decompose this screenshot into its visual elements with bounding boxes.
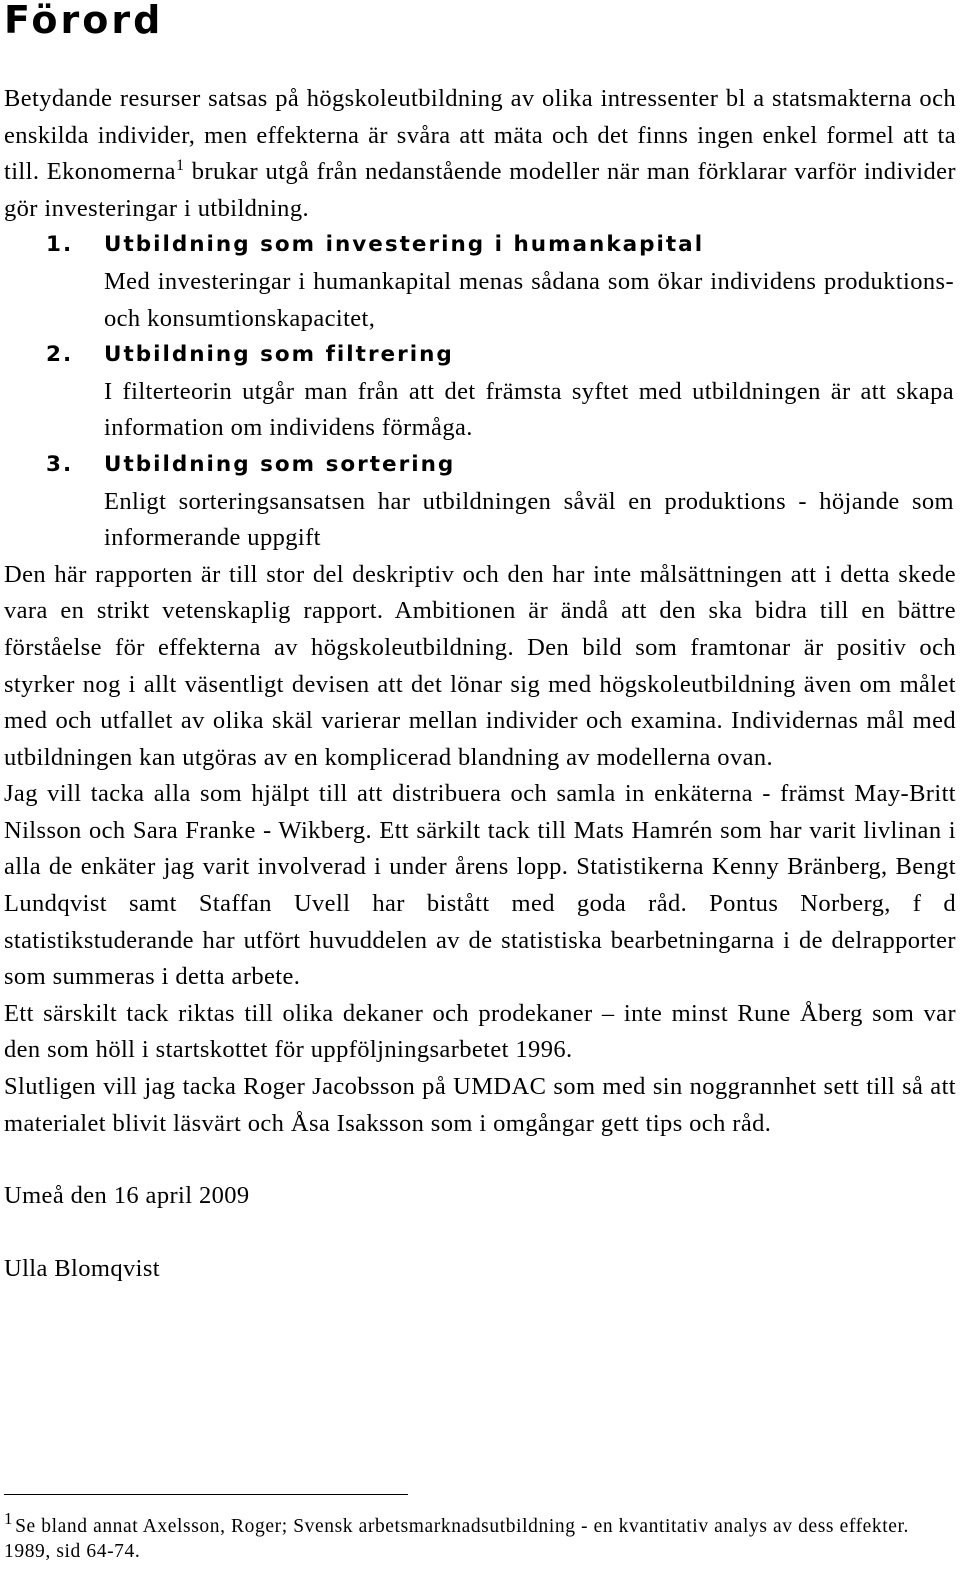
model-description: Med investeringar i humankapital menas sådana som ökar individens produktions- och konsumtionskapacitet, xyxy=(104,267,954,332)
model-number: 2. xyxy=(46,342,74,368)
model-heading: Utbildning som filtrering xyxy=(104,342,454,368)
intro-paragraph xyxy=(4,81,956,227)
acknowledgements-paragraph: Jag vill tacka alla som hjälpt till att distribuera och samla in enkäterna - främst May-Britt Nilsson och Sara Franke - Wikberg. Ett särkilt tack till Mats Hamrén som har varit livlinan i alla de enkäter jag varit involverad i under årens lopp. Statistikerna Kenny Bränberg, Bengt Lundqvist samt Staffan Uvell har bistått med goda råd. Pontus Norberg, f d statistikstuderande har utfört huvuddelen av de statistiska bearbetningarna i de delrapporter som summeras i detta arbete. xyxy=(4,780,956,991)
place-and-date: Umeå den 16 april 2009 xyxy=(4,1182,250,1210)
model-item xyxy=(4,337,956,447)
model-heading: Utbildning som investering i humankapital xyxy=(104,232,705,258)
document-page xyxy=(4,0,956,1562)
intro-text: Betydande resurser satsas på högskoleutbildning av olika intressenter bl a statsmakterna och enskilda individer, men effekterna är svåra att mäta och det finns ingen enkel formel att ta till. Ekonomerna xyxy=(4,85,956,186)
footnote-marker: 1 xyxy=(4,1509,14,1528)
body-paragraph: Den här rapporten är till stor del deskriptiv och den har inte målsättningen att i detta skede vara en strikt vetenskaplig rapport. Ambitionen är ändå att den ska bidra till en bättre förståelse för effekterna av högskoleutbildning. Den bild som framtonar är positiv och styrker nog i allt väsentligt devisen att det lönar sig med högskoleutbildning även om målet med och utfallet av olika skäl varierar mellan individer och examina. Individernas mål med utbildningen kan utgöras av en komplicerad blandning av modellerna ovan. xyxy=(4,560,956,771)
model-item xyxy=(4,447,956,557)
model-description: I filterteorin utgår man från att det främsta syftet med utbildningen är att skapa information om individens förmåga. xyxy=(104,377,954,442)
footnote xyxy=(4,1509,956,1564)
intro-text-continued: brukar utgå från nedanstående modeller när man förklarar varför individer gör investeringar i utbildning. xyxy=(4,158,956,222)
model-heading: Utbildning som sortering xyxy=(104,451,456,477)
page-title: Förord xyxy=(4,0,164,42)
acknowledgements-paragraph: Slutligen vill jag tacka Roger Jacobsson på UMDAC som med sin noggrannhet sett till så att materialet blivit läsvärt och Åsa Isaksson som i omgångar gett tips och råd. xyxy=(4,1073,956,1137)
model-number: 3. xyxy=(46,451,74,477)
author-signature: Ulla Blomqvist xyxy=(4,1254,161,1282)
footnote-divider xyxy=(4,1494,408,1495)
model-list xyxy=(4,227,956,556)
model-description: Enligt sorteringsansatsen har utbildningen såväl en produktions - höjande som informerande uppgift xyxy=(104,487,954,552)
acknowledgements-paragraph: Ett särskilt tack riktas till olika dekaner och prodekaner – inte minst Rune Åberg som var den som höll i startskottet för uppföljningsarbetet 1996. xyxy=(4,999,956,1064)
footnote-reference: 1 xyxy=(175,157,185,175)
model-number: 1. xyxy=(46,232,74,258)
model-item xyxy=(4,227,956,337)
footnote-text: Se bland annat Axelsson, Roger; Svensk arbetsmarknadsutbildning - en kvantitativ analys av dess effekter. 1989, sid 64-74. xyxy=(4,1516,910,1562)
